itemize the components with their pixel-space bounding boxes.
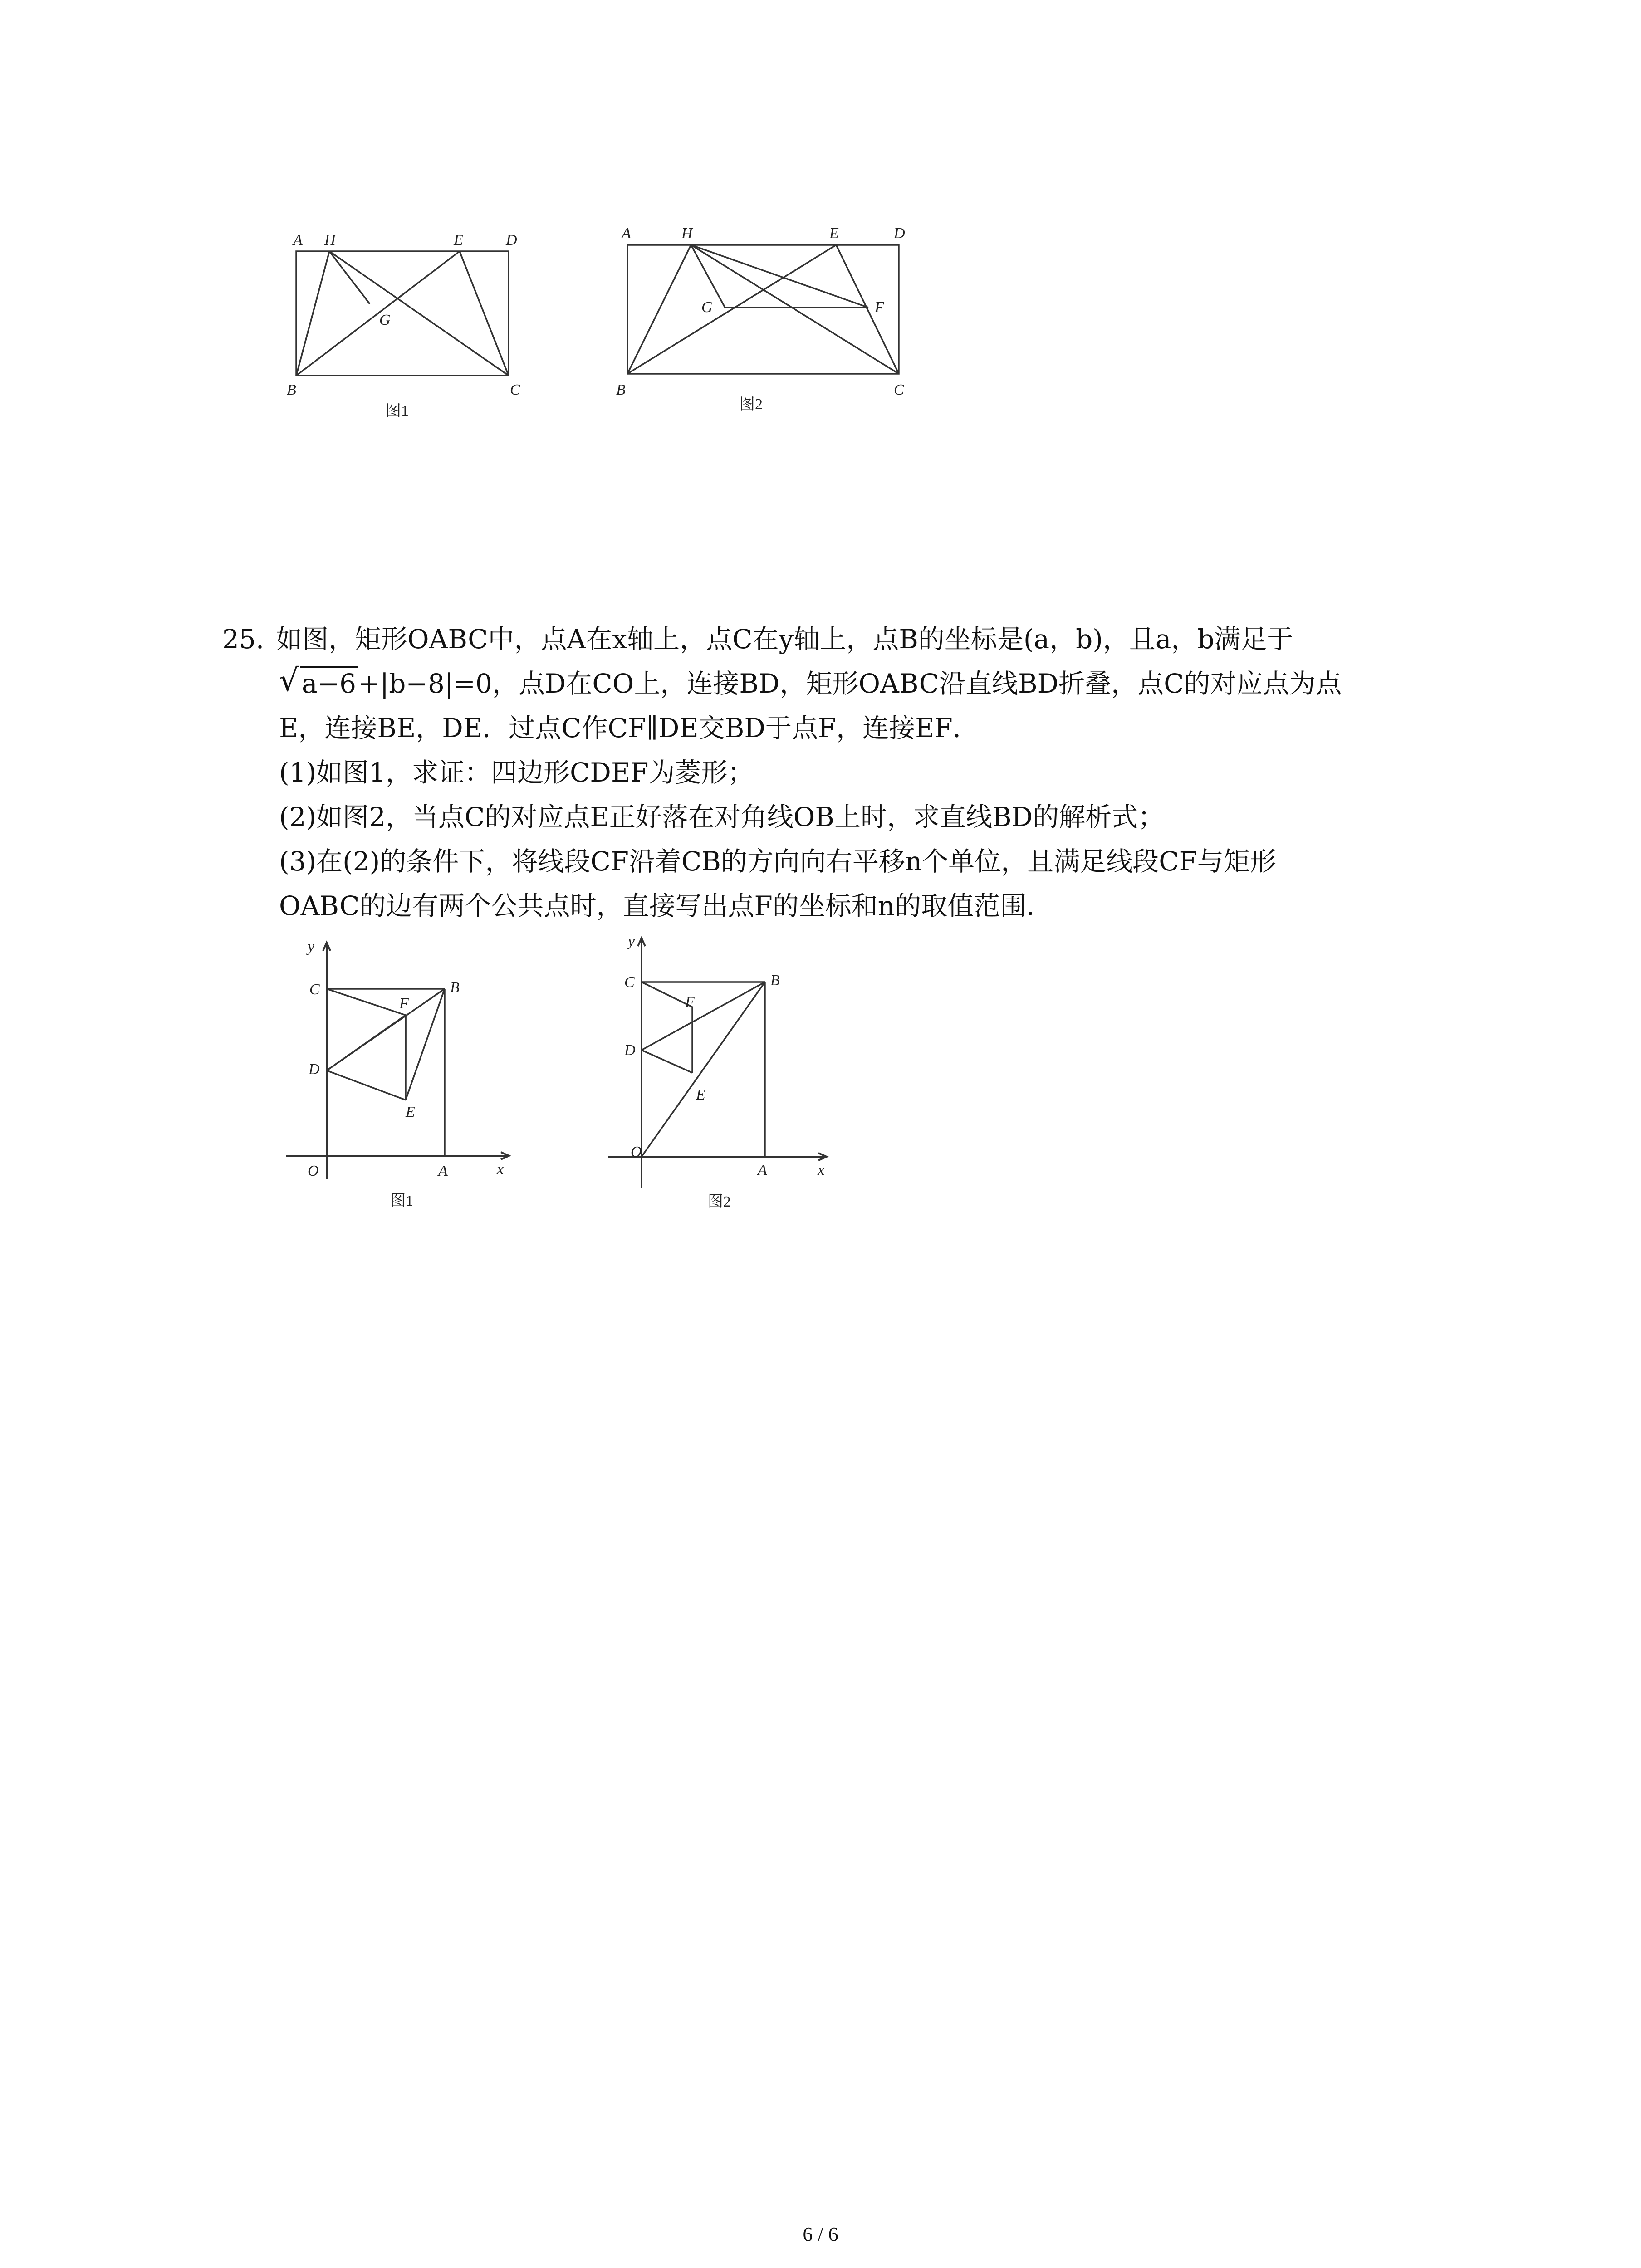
problem-line-3: E，连接BE，DE．过点C作CF∥DE交BD于点F，连接EF． — [279, 713, 979, 743]
label-A: A — [622, 225, 631, 242]
bottom-figure-2 — [594, 930, 848, 1220]
label-D: D — [506, 232, 517, 249]
axis-label-x: x — [818, 1162, 825, 1178]
problem-line-2: √ a−6+|b−8|=0，点D在CO上，连接BD，矩形OABC沿直线BD折叠，点C的对应点为点 — [222, 661, 1429, 706]
page-number: 6 / 6 — [803, 2223, 838, 2245]
problem-part-3-line-2: OABC的边有两个公共点时，直接写出点F的坐标和n的取值范围． — [279, 890, 1053, 921]
sqrt-expression: √ a−6 — [279, 661, 358, 706]
label-C: C — [894, 381, 904, 398]
top-figure-1 — [272, 218, 563, 426]
figure-caption: 图2 — [708, 1193, 731, 1210]
axis-label-y: y — [308, 938, 315, 955]
problem-25 — [222, 617, 1429, 928]
coordinate-figure-1 — [268, 934, 522, 1225]
label-H: H — [324, 232, 336, 249]
label-F: F — [875, 299, 884, 316]
label-D: D — [894, 225, 905, 242]
label-G: G — [701, 299, 713, 316]
problem-part-3-line-1: (3)在(2)的条件下，将线段CF沿着CB的方向向右平移n个单位，且满足线段CF与矩形 — [279, 846, 1276, 877]
label-E: E — [406, 1104, 415, 1120]
axis-label-y: y — [628, 933, 635, 950]
label-E: E — [829, 225, 839, 242]
label-H: H — [681, 225, 693, 242]
label-D: D — [309, 1061, 320, 1078]
label-F: F — [399, 995, 409, 1012]
label-B: B — [616, 381, 626, 398]
figure-caption: 图2 — [740, 396, 763, 413]
top-figure-1-diagram — [272, 218, 563, 426]
label-C: C — [309, 981, 320, 998]
top-figure-2 — [603, 213, 930, 426]
label-O: O — [308, 1163, 319, 1179]
label-O: O — [631, 1144, 642, 1160]
figure-caption: 图1 — [386, 403, 409, 420]
label-E: E — [696, 1086, 705, 1103]
label-D: D — [624, 1042, 636, 1059]
problem-line-1: 25. 如图，矩形OABC中，点A在x轴上，点C在y轴上，点B的坐标是(a，b)，且a，b满足于 — [222, 617, 1429, 661]
axis-label-x: x — [497, 1161, 504, 1178]
label-G: G — [379, 312, 391, 328]
figure-caption: 图1 — [390, 1193, 413, 1209]
label-C: C — [510, 381, 520, 398]
label-C: C — [624, 974, 635, 991]
problem-part-1: (1)如图1，求证：四边形CDEF为菱形； — [279, 757, 754, 788]
label-B: B — [450, 979, 460, 996]
label-A: A — [438, 1163, 448, 1179]
coordinate-figure-2 — [594, 930, 848, 1220]
problem-part-2: (2)如图2，当点C的对应点E正好落在对角线OB上时，求直线BD的解析式； — [279, 802, 1165, 832]
label-E: E — [454, 232, 463, 249]
top-figure-2-diagram — [603, 213, 930, 426]
label-B: B — [287, 381, 296, 398]
label-B: B — [770, 972, 780, 989]
bottom-figure-1 — [268, 934, 522, 1225]
label-F: F — [685, 994, 695, 1011]
problem-number: 25. — [222, 624, 265, 655]
label-A: A — [758, 1162, 767, 1178]
label-A: A — [293, 232, 303, 249]
